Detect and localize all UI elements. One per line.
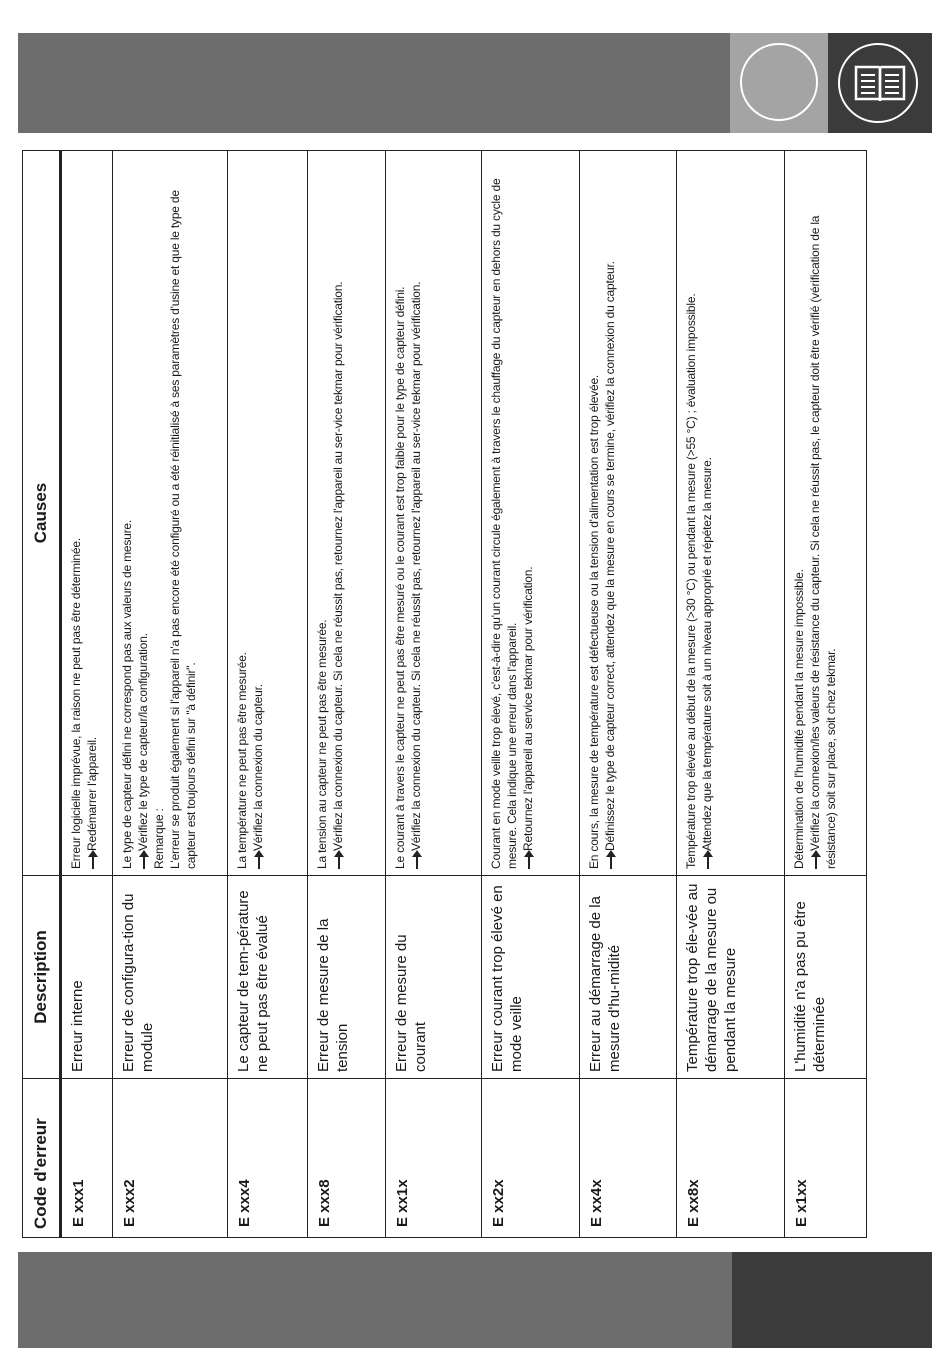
cause-text: Courant en mode veille trop élevé, c'est-à-dire qu'un courant circule également à travers le chauffage du capteur en dehors du cycle de mesure. Cela indique une erreur dans l'appareil. xyxy=(489,178,519,869)
action-text: Redémarrer l'appareil. xyxy=(85,737,99,851)
error-code: E xxx8 xyxy=(308,1079,386,1238)
error-code: E xxx2 xyxy=(113,1079,228,1238)
header-code: Code d'erreur xyxy=(23,1079,61,1238)
error-causes xyxy=(482,151,580,876)
arrow-right-icon xyxy=(258,855,260,869)
arrow-right-icon xyxy=(815,855,817,869)
cause-text: La tension au capteur ne peut pas être mesurée. xyxy=(315,619,329,869)
error-description: Erreur au démarrage de la mesure d'hu-midité xyxy=(580,876,677,1079)
action-text: Vérifiez le type de capteur/la configuration. xyxy=(136,633,150,851)
arrow-right-icon xyxy=(92,855,94,869)
table-header-row xyxy=(23,151,61,1238)
action-text: Attendez que la température soit à un niveau approprié et répétez la mesure. xyxy=(700,457,714,851)
error-causes xyxy=(228,151,308,876)
error-causes xyxy=(677,151,785,876)
cause-text: Température trop élevée au début de la mesure (>30 °C) ou pendant la mesure (>55 °C) ; évaluation impossible. xyxy=(684,293,698,869)
cause-text: Le type de capteur défini ne correspond pas aux valeurs de mesure. xyxy=(120,519,134,869)
error-code: E x1xx xyxy=(785,1079,867,1238)
note-label: Remarque : xyxy=(152,808,166,869)
table-row xyxy=(386,151,482,1238)
error-description: Température trop éle-vée au démarrage de la mesure ou pendant la mesure xyxy=(677,876,785,1079)
error-causes xyxy=(308,151,386,876)
action-line xyxy=(602,157,618,869)
table-row xyxy=(482,151,580,1238)
action-text: Vérifiez la connexion du capteur. Si cela ne réussit pas, retournez l'appareil au ser-vice tekmar pour vérification. xyxy=(409,281,423,851)
error-code: E xx2x xyxy=(482,1079,580,1238)
error-description: Erreur interne xyxy=(61,876,113,1079)
error-code: E xx4x xyxy=(580,1079,677,1238)
cause-text: Détermination de l'humidité pendant la mesure impossible. xyxy=(792,569,806,869)
error-table-wrapper xyxy=(22,150,867,1238)
error-code: E xxx1 xyxy=(61,1079,113,1238)
error-causes xyxy=(113,151,228,876)
error-causes xyxy=(580,151,677,876)
action-text: Retournez l'appareil au service tekmar pour vérification. xyxy=(521,566,535,851)
error-code: E xxx4 xyxy=(228,1079,308,1238)
table-row xyxy=(113,151,228,1238)
error-causes xyxy=(61,151,113,876)
note-text: L'erreur se produit également si l'appareil n'a pas encore été configuré ou a été réinitialisé à ses paramètres d'usine et que le type de capteur est toujours défini sur "à définir". xyxy=(168,190,198,869)
cause-text: Erreur logicielle imprévue, la raison ne peut pas être déterminée. xyxy=(69,538,83,869)
error-causes xyxy=(785,151,867,876)
error-description: L'humidité n'a pas pu être déterminée xyxy=(785,876,867,1079)
table-row xyxy=(677,151,785,1238)
arrow-right-icon xyxy=(338,855,340,869)
header-band xyxy=(18,33,730,133)
arrow-right-icon xyxy=(416,855,418,869)
table-row xyxy=(785,151,867,1238)
error-causes xyxy=(386,151,482,876)
error-description: Erreur de configura-tion du module xyxy=(113,876,228,1079)
error-description: Le capteur de tem-pérature ne peut pas être évalué xyxy=(228,876,308,1079)
error-code: E xx1x xyxy=(386,1079,482,1238)
header-tab-light xyxy=(730,33,828,133)
error-codes-table xyxy=(22,150,867,1238)
arrow-right-icon xyxy=(143,855,145,869)
error-description: Erreur courant trop élevé en mode veille xyxy=(482,876,580,1079)
book-icon xyxy=(850,59,910,107)
error-description: Erreur de mesure du courant xyxy=(386,876,482,1079)
header-description: Description xyxy=(23,876,61,1079)
action-text: Vérifiez la connexion du capteur. xyxy=(251,684,265,851)
footer-band xyxy=(18,1252,732,1348)
action-line xyxy=(807,157,839,869)
table-row xyxy=(228,151,308,1238)
footer-tab-dark xyxy=(732,1252,932,1348)
action-line xyxy=(84,157,100,869)
action-text: Définissez le type de capteur correct, attendez que la mesure en cours se termine, vérifiez la connexion du capteur. xyxy=(603,261,617,851)
error-description: Erreur de mesure de la tension xyxy=(308,876,386,1079)
table-row xyxy=(308,151,386,1238)
action-line xyxy=(408,157,424,869)
blank-circle-icon xyxy=(740,43,818,121)
table-row xyxy=(580,151,677,1238)
action-line xyxy=(330,157,346,869)
cause-text: En cours, la mesure de température est défectueuse ou la tension d'alimentation est trop élevée. xyxy=(587,374,601,869)
arrow-right-icon xyxy=(610,855,612,869)
error-code: E xx8x xyxy=(677,1079,785,1238)
action-text: Vérifiez la connexion/les valeurs de résistance du capteur. Si cela ne réussit pas, le capteur doit être vérifié (vérification de la résistance) soit sur place, soit chez tekmar. xyxy=(808,215,838,869)
cause-text: La température ne peut pas être mesurée. xyxy=(235,652,249,869)
action-line xyxy=(250,157,266,869)
action-text: Vérifiez la connexion du capteur. Si cela ne réussit pas, retournez l'appareil au ser-vice tekmar pour vérification. xyxy=(331,281,345,851)
action-line xyxy=(135,157,151,869)
cause-text: Le courant à travers le capteur ne peut pas être mesuré ou le courant est trop faible pour le type de capteur défini. xyxy=(393,286,407,869)
table-row xyxy=(61,151,113,1238)
arrow-right-icon xyxy=(707,855,709,869)
action-line xyxy=(520,157,536,869)
header-causes: Causes xyxy=(23,151,61,876)
arrow-right-icon xyxy=(528,855,530,869)
header-tab-dark xyxy=(828,33,932,133)
action-line xyxy=(699,157,715,869)
